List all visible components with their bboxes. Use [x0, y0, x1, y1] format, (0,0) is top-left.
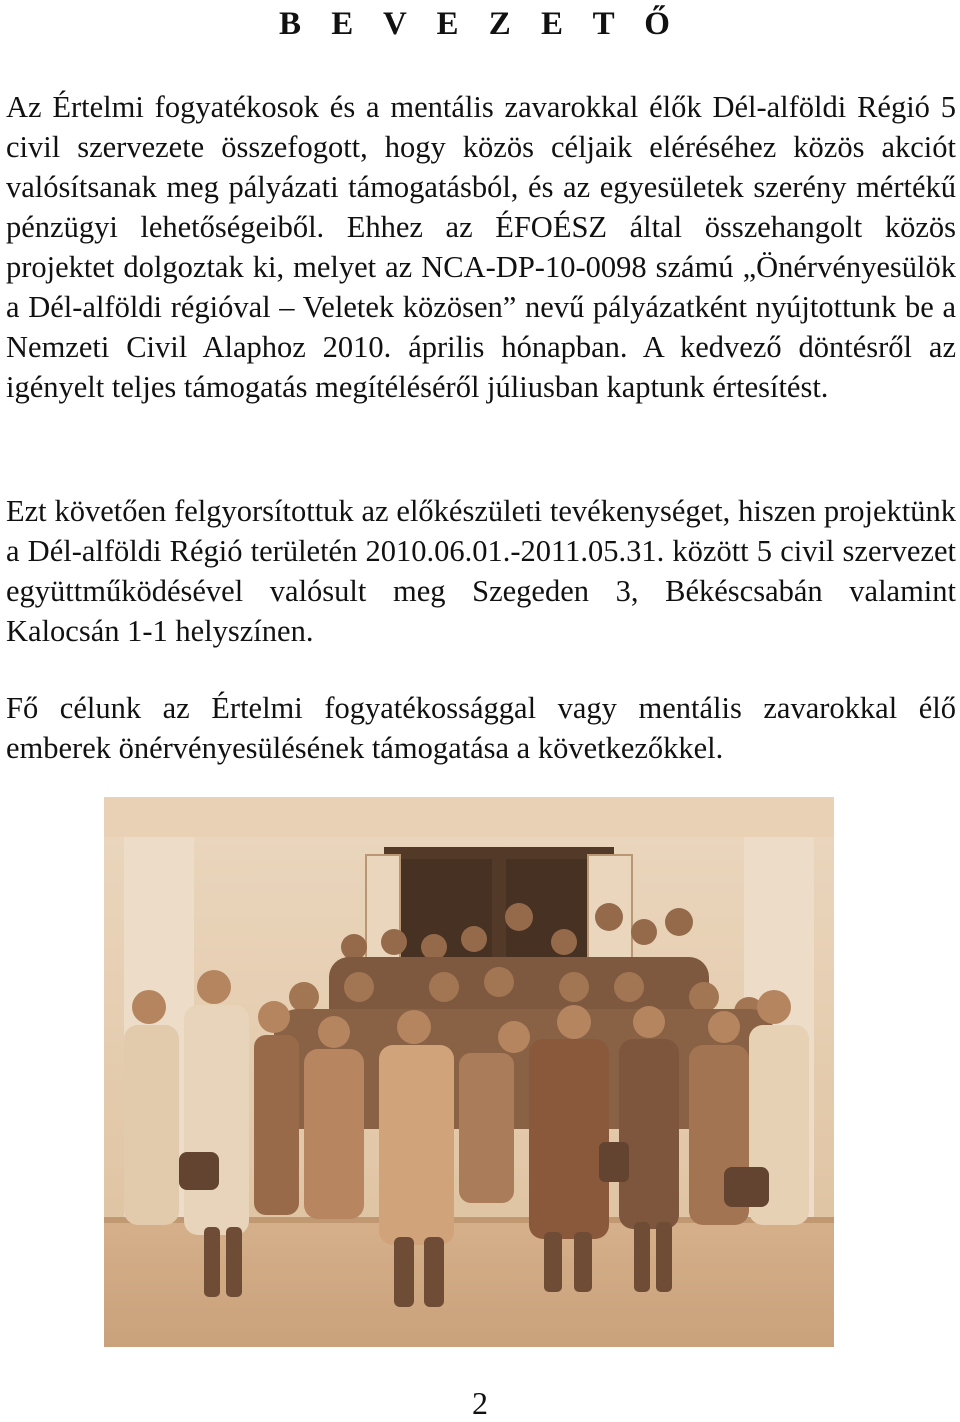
- page-number: 2: [472, 1385, 488, 1421]
- group-photo-illustration: [104, 797, 834, 1347]
- project-paragraph: Ezt követően felgyorsítottuk az előkészületi tevékenységet, hiszen projektünk a Dél-alföldi Régió területén 2010.06.01.-2011.05.31. között 5 civil szervezet együttműködésével valósult meg Szegeden 3, Békéscsabán valamint Kalocsán 1-1 helyszínen.: [6, 494, 956, 648]
- page-title: B E V E Z E T Ő: [279, 6, 681, 42]
- sepia-overlay: [104, 797, 834, 1347]
- group-photo: [104, 797, 834, 1347]
- goal-paragraph: Fő célunk az Értelmi fogyatékossággal vagy mentális zavarokkal élő emberek önérvényesülésének támogatása a következőkkel.: [6, 691, 956, 765]
- intro-paragraph: Az Értelmi fogyatékosok és a mentális zavarokkal élők Dél-alföldi Régió 5 civil szervezete összefogott, hogy közös céljaik eléréséhez közös akciót valósítsanak meg pályázati támogatásból, és az egyesületek szerény mértékű pénzügyi lehetőségeiből. Ehhez az ÉFOÉSZ által összehangolt közös projektet dolgoztak ki, melyet az NCA-DP-10-0098 számú „Önérvényesülök a Dél-alföldi régióval – Veletek közösen” nevű pályázatként nyújtottunk be a Nemzeti Civil Alaphoz 2010. április hónapban. A kedvező döntésről az igényelt teljes támogatás megítéléséről júliusban kaptunk értesítést.: [6, 90, 956, 404]
